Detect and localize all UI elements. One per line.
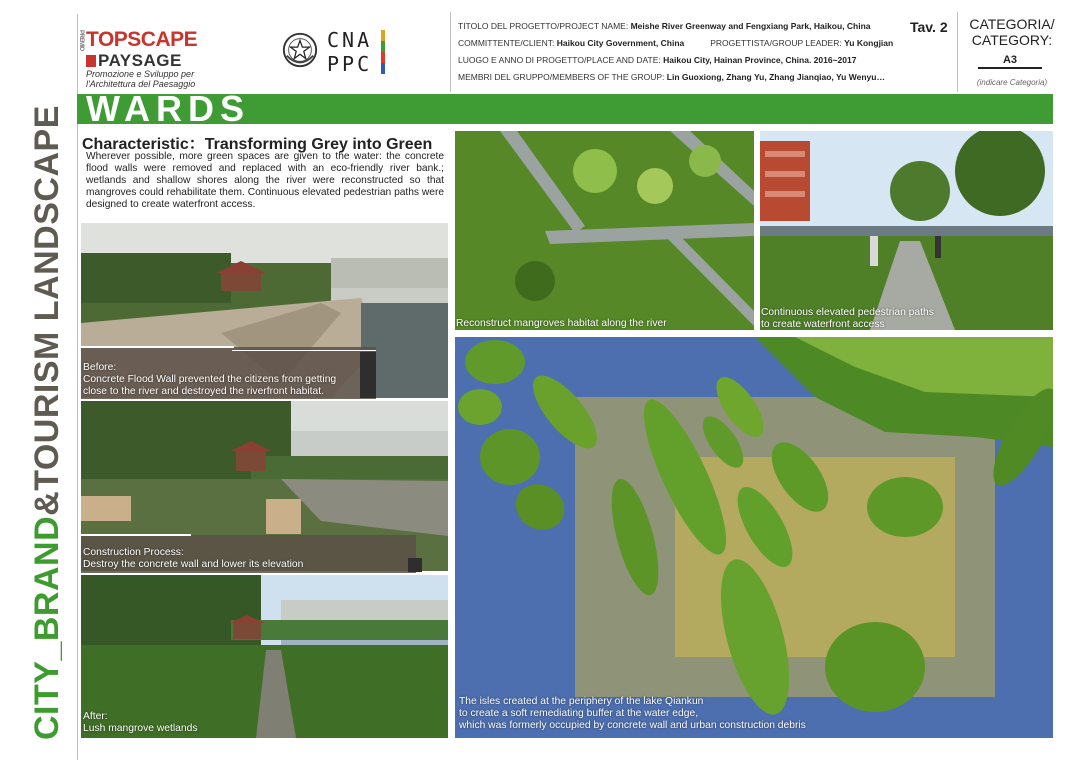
caption-mangrove: Reconstruct mangroves habitat along the river bbox=[456, 318, 667, 329]
side-title bbox=[30, 105, 64, 740]
caption-paths-1: Continuous elevated pedestrian paths bbox=[761, 307, 934, 318]
client-value: Haikou City Government, China bbox=[556, 38, 685, 48]
caption-isles-2: to create a soft remediating buffer at the water edge, bbox=[459, 708, 699, 719]
caption-line bbox=[81, 346, 234, 348]
caption-after-1: After: bbox=[83, 711, 108, 722]
band-title: WARDS bbox=[86, 88, 250, 129]
project-info bbox=[458, 18, 958, 86]
place-value: Haikou City, Hainan Province, China. 2016~2017 bbox=[663, 55, 857, 65]
caption-before-3: close to the river and destroyed the riverfront habitat. bbox=[83, 386, 324, 397]
cna-text: CNA bbox=[327, 28, 373, 52]
photo-after bbox=[81, 575, 448, 738]
logo-tagline: Promozione e Sviluppo per l'Architettura del Paesaggio bbox=[86, 69, 196, 89]
caption-line bbox=[232, 350, 376, 351]
category-label: CATEGORIA/ CATEGORY: bbox=[969, 16, 1055, 48]
project-name-value: Meishe River Greenway and Fengxiang Park, Haikou, China bbox=[630, 21, 871, 31]
paysage-text: PAYSAGE bbox=[98, 51, 182, 70]
paysage-logo bbox=[86, 51, 182, 71]
caption-accent bbox=[360, 352, 376, 398]
caption-before-2: Concrete Flood Wall prevented the citizens from getting bbox=[83, 374, 337, 385]
photo-pedestrian-path bbox=[760, 131, 1053, 330]
caption-process-1: Construction Process: bbox=[83, 547, 184, 558]
caption-paths-2: to create waterfront access bbox=[761, 319, 885, 330]
caption-line bbox=[81, 534, 191, 536]
side-title-amp: & bbox=[28, 490, 66, 516]
caption-isles-1: The isles created at the periphery of the lake Qiankun bbox=[459, 696, 704, 707]
place-label: LUOGO E ANNO DI PROGETTO/PLACE AND DATE: bbox=[458, 55, 661, 65]
members-value: Lin Guoxiong, Zhang Yu, Zhang Jianqiao, Yu Wenyu… bbox=[666, 72, 885, 82]
topscape-logo bbox=[78, 28, 198, 52]
italian-emblem-icon bbox=[281, 31, 319, 69]
caption-after-2: Lush mangrove wetlands bbox=[83, 723, 198, 734]
topscape-small-label: PREMIO bbox=[78, 30, 84, 51]
cna-ppc-logo bbox=[327, 28, 372, 76]
photo-isles-aerial bbox=[455, 337, 1053, 738]
side-title-tourism: TOURISM LANDSCAPE bbox=[28, 105, 66, 491]
content-body: Wherever possible, more green spaces are given to the water: the concrete flood walls were removed and replaced with an eco-friendly river bank.; wetlands and shallow shores along the river were reconstructed so that mangroves could rehabilitate them. Continuous elevated pedestrian paths were designed to create waterfront access. bbox=[86, 151, 444, 210]
caption-before-1: Before: bbox=[83, 362, 117, 373]
leader-value: Yu Kongjian bbox=[844, 38, 894, 48]
client-label: COMMITTENTE/CLIENT: bbox=[458, 38, 555, 48]
cna-color-bars-icon bbox=[381, 30, 385, 74]
caption-accent bbox=[408, 558, 422, 572]
project-name-label: TITOLO DEL PROGETTO/PROJECT NAME: bbox=[458, 21, 629, 31]
ppc-text: PPC bbox=[327, 52, 373, 76]
left-divider bbox=[77, 14, 78, 760]
photo-mangrove-aerial bbox=[455, 131, 754, 330]
content-title: Characteristic：Transforming Grey into Green bbox=[82, 136, 433, 153]
side-title-city: CITY bbox=[28, 660, 66, 740]
sheet-number: Tav. 2 bbox=[910, 19, 948, 35]
caption-isles-3: which was formerly occupied by concrete wall and urban construction debris bbox=[459, 720, 806, 731]
side-title-brand: _BRAND bbox=[28, 515, 66, 661]
category-value: A3 bbox=[978, 54, 1042, 69]
leader-label: PROGETTISTA/GROUP LEADER: bbox=[710, 38, 842, 48]
caption-process-2: Destroy the concrete wall and lower its elevation bbox=[83, 559, 304, 570]
members-label: MEMBRI DEL GRUPPO/MEMBERS OF THE GROUP: bbox=[458, 72, 665, 82]
header-divider bbox=[450, 12, 451, 92]
category-hint: (indicare Categoria) bbox=[976, 78, 1048, 87]
topscape-text: TOPSCAPE bbox=[86, 28, 198, 51]
